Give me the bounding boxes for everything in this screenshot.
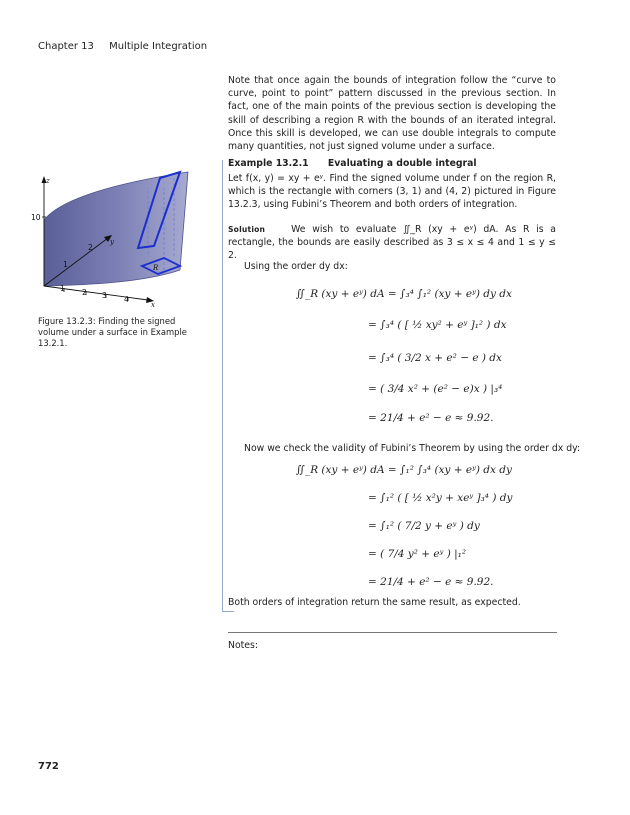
example-number: Example 13.2.1 [228,158,309,169]
z-tick-label: 10 [31,213,41,222]
running-header [38,41,207,52]
solution-label: Solution [228,225,266,234]
y-tick-label-1: 1 [63,260,68,269]
order1-intro: Using the order dy dx: [244,261,348,272]
order2-intro: Now we check the validity of Fubini’s Theorem by using the order dx dy: [244,443,581,454]
order1-line-2: = ∫₃⁴ ( [ ½ xy² + eʸ ]₁² ) dx [368,319,507,331]
solution-paragraph [228,223,556,263]
chapter-title: Multiple Integration [109,41,208,52]
example-margin-bar [222,160,223,612]
surface-figure [30,160,200,310]
order2-line-5: = 21/4 + e² − e ≈ 9.92. [368,576,494,588]
figure-caption: Figure 13.2.3: Finding the signed volume under a surface in Example 13.2.1. [38,316,187,348]
order2-line-1: ∬_R (xy + eʸ) dA = ∫₁² ∫₃⁴ (xy + eʸ) dx dy [296,464,512,476]
example-margin-tick [222,611,234,612]
notes-divider [228,632,557,633]
z-axis-label: z [46,177,50,185]
example-statement: Let f(x, y) = xy + eʸ. Find the signed volume under f on the region R, which is the rectangle with corners (3, 1) and (4, 2) pictured in Figure 13.2.3, using Fubini’s Theorem and both orders of integration. [228,173,556,211]
order1-line-4: = ( 3/4 x² + (e² − e)x ) |₃⁴ [368,383,503,395]
order1-line-3: = ∫₃⁴ ( 3/2 x + e² − e ) dx [368,352,502,364]
solution-text: We wish to evaluate ∬_R (xy + eʸ) dA. As R is a rectangle, the bounds are easily described as 3 ≤ x ≤ 4 and 1 ≤ y ≤ 2. [228,224,556,262]
x-tick-label-3: 3 [102,291,107,300]
example-heading [228,158,477,169]
order1-line-5: = 21/4 + e² − e ≈ 9.92. [368,412,494,424]
y-tick-label-2: 2 [88,243,93,252]
y-axis-label: y [110,238,114,246]
order2-line-2: = ∫₁² ( [ ½ x²y + xeʸ ]₃⁴ ) dy [368,492,513,504]
x-tick-label-1: 1 [60,284,65,293]
intro-paragraph: Note that once again the bounds of integration follow the “curve to curve, point to point” pattern discussed in the previous section. In fact, one of the main points of the previous section is developing the skill of describing a region R with the bounds of an iterated integral. Once this skill is developed, we can use double integrals to compute many quantities, not just signed volume under a surface. [228,75,556,153]
x-tick-label-4: 4 [124,295,129,304]
example-title: Evaluating a double integral [327,158,477,169]
conclusion: Both orders of integration return the same result, as expected. [228,597,521,608]
chapter-number: Chapter 13 [38,41,94,52]
page-number: 772 [38,761,59,772]
order2-line-3: = ∫₁² ( 7/2 y + eʸ ) dy [368,520,480,532]
x-tick-label-2: 2 [82,288,87,297]
order1-line-1: ∬_R (xy + eʸ) dA = ∫₃⁴ ∫₁² (xy + eʸ) dy dx [296,288,512,300]
notes-label: Notes: [228,640,258,651]
order2-line-4: = ( 7/4 y² + eʸ ) |₁² [368,548,467,560]
region-label: R [153,264,159,272]
x-axis-label: x [151,301,155,309]
